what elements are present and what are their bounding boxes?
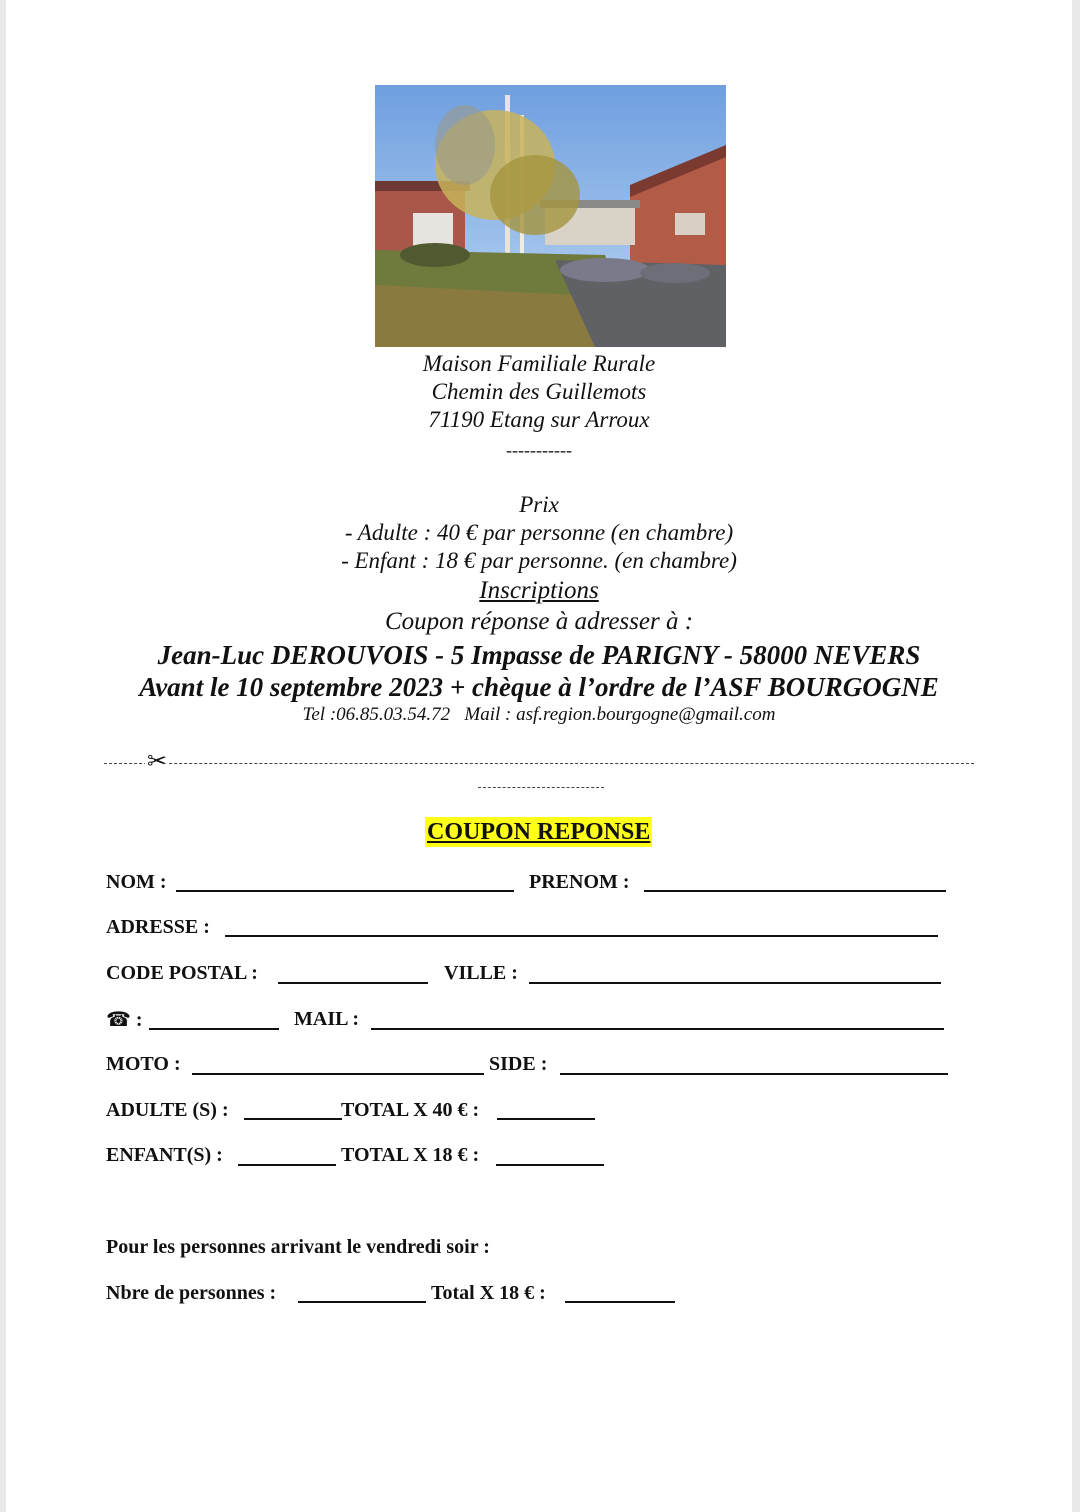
pricing-title: Prix — [519, 492, 559, 517]
mail-field[interactable] — [371, 1028, 944, 1030]
mail-label: MAIL : — [294, 1008, 359, 1030]
venue-photo — [375, 85, 726, 347]
coupon-page — [6, 0, 1072, 1512]
code-postal-field[interactable] — [278, 982, 428, 984]
total-friday-label: Total X 18 € : — [431, 1282, 546, 1304]
enfant-label: ENFANT(S) : — [106, 1144, 223, 1166]
total-adulte-label: TOTAL X 40 € : — [341, 1099, 480, 1121]
nom-label: NOM : — [106, 871, 167, 893]
phone-colon: : — [135, 1009, 143, 1031]
adulte-label: ADULTE (S) : — [106, 1099, 229, 1121]
phone-label — [106, 1007, 143, 1032]
total-enfant-field[interactable] — [496, 1164, 604, 1166]
coupon-title: COUPON REPONSE — [427, 819, 651, 845]
short-dash — [478, 787, 604, 788]
pricing-adult: - Adulte : 40 € par personne (en chambre) — [344, 520, 734, 545]
ville-field[interactable] — [529, 982, 941, 984]
adresse-field[interactable] — [225, 935, 938, 937]
contact-line: Jean-Luc DEROUVOIS - 5 Impasse de PARIGNY - 58000 NEVERS — [157, 640, 921, 670]
enfant-field[interactable] — [238, 1164, 336, 1166]
tel-mail-line: Tel :06.85.03.54.72 Mail : asf.region.bourgogne@gmail.com — [302, 704, 776, 725]
side-field[interactable] — [560, 1073, 948, 1075]
deadline-line: Avant le 10 septembre 2023 + chèque à l’ordre de l’ASF BOURGOGNE — [139, 672, 939, 702]
nbre-personnes-label: Nbre de personnes : — [106, 1282, 277, 1304]
registration-title: Inscriptions — [479, 577, 599, 604]
venue-name: Maison Familiale Rurale — [422, 351, 656, 376]
scissors-icon: ✂ — [147, 747, 168, 775]
venue-street: Chemin des Guillemots — [431, 379, 647, 404]
side-label: SIDE : — [489, 1053, 548, 1075]
phone-field[interactable] — [149, 1028, 279, 1030]
prenom-field[interactable] — [644, 890, 946, 892]
adresse-label: ADRESSE : — [106, 916, 210, 938]
prenom-label: PRENOM : — [529, 871, 630, 893]
nom-field[interactable] — [176, 890, 514, 892]
friday-note: Pour les personnes arrivant le vendredi soir : — [106, 1236, 490, 1258]
nbre-personnes-field[interactable] — [298, 1301, 426, 1303]
moto-field[interactable] — [192, 1073, 484, 1075]
phone-icon: ☎ — [106, 1007, 131, 1031]
total-enfant-label: TOTAL X 18 € : — [341, 1144, 480, 1166]
cut-line — [104, 763, 974, 764]
total-friday-field[interactable] — [565, 1301, 675, 1303]
venue-city: 71190 Etang sur Arroux — [428, 407, 650, 432]
pricing-child: - Enfant : 18 € par personne. (en chambre) — [341, 548, 737, 573]
total-adulte-field[interactable] — [497, 1118, 595, 1120]
code-postal-label: CODE POSTAL : — [106, 962, 258, 984]
moto-label: MOTO : — [106, 1053, 181, 1075]
ville-label: VILLE : — [444, 962, 518, 984]
coupon-address-line: Coupon réponse à adresser à : — [384, 608, 694, 635]
adulte-field[interactable] — [244, 1118, 342, 1120]
separator: ----------- — [506, 440, 572, 460]
